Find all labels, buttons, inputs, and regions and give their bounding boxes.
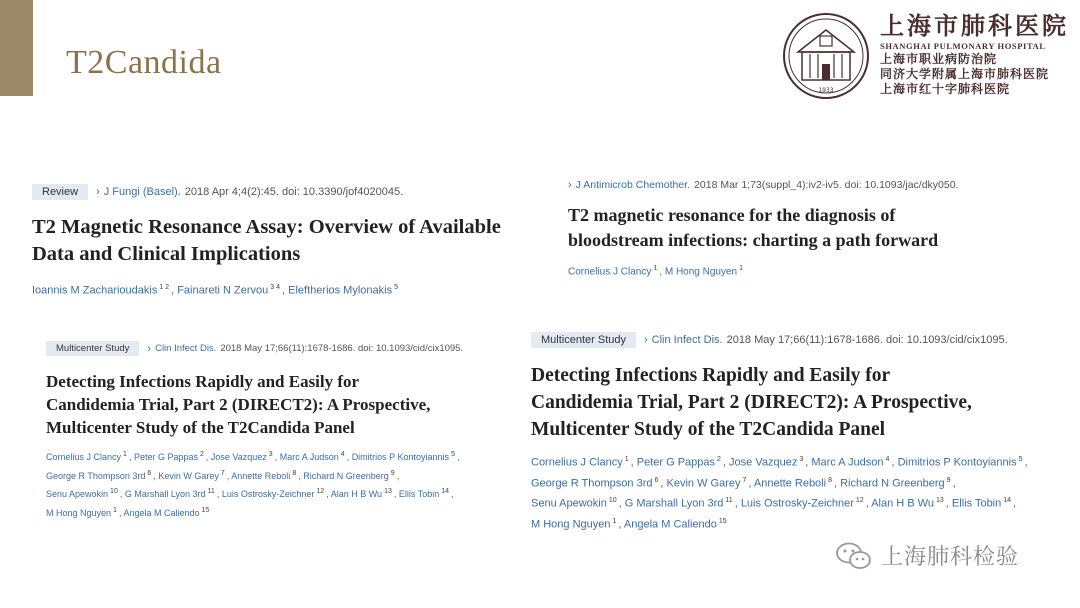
citation: 2018 Apr 4;4(2):45. doi: 10.3390/jof4020045. — [184, 186, 404, 198]
author-link[interactable]: Peter G Pappas — [636, 456, 716, 469]
author-link[interactable]: Cornelius J Clancy — [531, 456, 623, 469]
author-list — [46, 447, 516, 521]
author-link[interactable]: Angela M Caliendo — [623, 518, 717, 531]
article-title[interactable]: T2 Magnetic Resonance Assay: Overview of Available Data and Clinical Implications — [32, 216, 501, 265]
article-type-badge: Multicenter Study — [46, 341, 139, 356]
wechat-icon — [835, 541, 873, 571]
article-type-badge: Review — [32, 184, 88, 200]
author-list: Ioannis M Zacharioudakis $^{1 2}$ , Fainareti N Zervou $^{3 4}$ , Eleftherios Mylonakis $^5$ — [32, 284, 398, 297]
citation: 2018 May 17;66(11):1678-1686. doi: 10.1093/cid/cix1095. — [220, 343, 464, 354]
author-link[interactable]: Cornelius J Clancy — [568, 266, 652, 278]
author-link[interactable]: Eleftherios Mylonakis — [288, 284, 393, 297]
hospital-name-cn: 上海市肺科医院 — [880, 11, 1069, 40]
hospital-logo — [782, 12, 1070, 102]
article-card — [568, 179, 1068, 280]
author-link[interactable]: Marc A Judson — [811, 456, 884, 469]
article-meta — [46, 341, 516, 356]
article-title[interactable]: Detecting Infections Rapidly and Easily for Candidemia Trial, Part 2 (DIRECT2): A Prospective, Multicenter Study of the T2Candida Panel — [46, 372, 431, 437]
author-link[interactable]: Ellis Tobin — [398, 489, 440, 499]
article-card — [32, 184, 572, 299]
author-link[interactable]: G Marshall Lyon 3rd — [124, 489, 206, 499]
journal-link[interactable]: Clin Infect Dis. — [651, 334, 723, 346]
author-line: Senu Apewokin $^{10}$ , G Marshall Lyon 3rd $^{11}$ , Luis Ostrosky-Zeichner $^{12}$ , Alan H B Wu $^{13}$ , Ellis Tobin $^{14}$ , — [46, 488, 454, 499]
author-link[interactable]: Luis Ostrosky-Zeichner — [221, 489, 315, 499]
author-link[interactable]: Senu Apewokin — [46, 489, 109, 499]
author-link[interactable]: Marc A Judson — [279, 452, 339, 462]
journal-link[interactable]: J Fungi (Basel). — [103, 186, 181, 198]
svg-text:1933: 1933 — [818, 87, 834, 94]
author-list: Cornelius J Clancy $^1$ , M Hong Nguyen $^1$ — [568, 265, 744, 278]
chevron-right-icon: › — [568, 179, 572, 191]
author-link[interactable]: Kevin W Garey — [158, 470, 219, 481]
author-link[interactable]: Dimitrios P Kontoyiannis — [351, 452, 450, 462]
author-link[interactable]: Jose Vazquez — [729, 456, 798, 469]
author-link[interactable]: Peter G Pappas — [133, 452, 198, 462]
citation: 2018 Mar 1;73(suppl_4):iv2-iv5. doi: 10.1093/jac/dky050. — [694, 179, 959, 191]
chevron-right-icon: › — [147, 342, 152, 355]
article-card — [531, 332, 1071, 534]
author-link[interactable]: Jose Vazquez — [210, 452, 267, 462]
author-link[interactable]: M Hong Nguyen — [531, 518, 611, 531]
watermark — [835, 540, 1019, 571]
article-title[interactable]: T2 magnetic resonance for the diagnosis of bloodstream infections: charting a path forward — [568, 205, 939, 250]
author-line: Cornelius J Clancy $^1$ , Peter G Pappas $^2$ , Jose Vazquez $^3$ , Marc A Judson $^4$ , Dimitrios P Kontoyiannis $^5$ , — [531, 456, 1028, 469]
hospital-name-block — [880, 12, 1069, 97]
author-link[interactable]: Kevin W Garey — [666, 477, 741, 490]
author-line: Senu Apewokin $^{10}$ , G Marshall Lyon 3rd $^{11}$ , Luis Ostrosky-Zeichner $^{12}$ , Alan H B Wu $^{13}$ , Ellis Tobin $^{14}$ , — [531, 497, 1017, 510]
hospital-alt-name: 同济大学附属上海市肺科医院 — [880, 67, 1050, 81]
author-link[interactable]: George R Thompson 3rd — [531, 477, 653, 490]
article-meta — [531, 332, 1071, 348]
citation: 2018 May 17;66(11):1678-1686. doi: 10.1093/cid/cix1095. — [726, 334, 1008, 346]
author-link[interactable]: Ioannis M Zacharioudakis — [32, 284, 158, 297]
title-accent-bar — [0, 0, 33, 96]
article-title[interactable]: Detecting Infections Rapidly and Easily for Candidemia Trial, Part 2 (DIRECT2): A Prospective, Multicenter Study of the T2Candida Panel — [531, 365, 972, 440]
author-link[interactable]: Angela M Caliendo — [123, 507, 200, 518]
author-link[interactable]: Dimitrios P Kontoyiannis — [897, 456, 1017, 469]
journal-link[interactable]: Clin Infect Dis. — [155, 343, 217, 354]
hospital-alt-name: 上海市职业病防治院 — [880, 52, 998, 66]
author-link[interactable]: Alan H B Wu — [871, 497, 934, 510]
author-list — [531, 451, 1071, 534]
author-link[interactable]: Cornelius J Clancy — [46, 452, 122, 462]
author-link[interactable]: M Hong Nguyen — [664, 266, 738, 278]
author-link[interactable]: Alan H B Wu — [330, 489, 383, 499]
author-link[interactable]: Annette Reboli — [753, 477, 827, 490]
article-meta — [32, 184, 572, 200]
article-type-badge: Multicenter Study — [531, 332, 636, 348]
journal-link[interactable]: J Antimicrob Chemother. — [575, 179, 691, 191]
author-line: M Hong Nguyen $^1$ , Angela M Caliendo $^{15}$ — [531, 517, 727, 531]
author-link[interactable]: Fainareti N Zervou — [177, 284, 269, 297]
author-link[interactable]: M Hong Nguyen — [46, 507, 112, 518]
watermark-text: 上海肺科检验 — [881, 545, 1020, 570]
author-line: George R Thompson 3rd $^6$ , Kevin W Garey $^7$ , Annette Reboli $^8$ , Richard N Greenberg $^9$ , — [46, 469, 400, 481]
author-link[interactable]: Richard N Greenberg — [303, 470, 389, 481]
author-link[interactable]: George R Thompson 3rd — [46, 470, 146, 481]
chevron-right-icon: › — [643, 334, 648, 346]
author-link[interactable]: Ellis Tobin — [951, 497, 1002, 510]
author-line: Cornelius J Clancy $^1$ , Peter G Pappas $^2$ , Jose Vazquez $^3$ , Marc A Judson $^4$ , Dimitrios P Kontoyiannis $^5$ , — [46, 451, 460, 462]
author-link[interactable]: G Marshall Lyon 3rd — [624, 497, 724, 510]
hospital-emblem-icon — [782, 12, 870, 100]
author-link[interactable]: Luis Ostrosky-Zeichner — [740, 497, 854, 510]
author-link[interactable]: Senu Apewokin — [531, 497, 607, 510]
author-line: George R Thompson 3rd $^6$ , Kevin W Garey $^7$ , Annette Reboli $^8$ , Richard N Greenberg $^9$ , — [531, 476, 956, 490]
author-link[interactable]: Richard N Greenberg — [840, 477, 945, 490]
chevron-right-icon: › — [96, 186, 100, 198]
hospital-name-en: SHANGHAI PULMONARY HOSPITAL — [880, 41, 1046, 51]
hospital-alt-name: 上海市红十字肺科医院 — [880, 82, 1011, 96]
author-line: M Hong Nguyen $^1$ , Angela M Caliendo $^{15}$ — [46, 506, 210, 518]
slide-title: T2Candida — [66, 44, 222, 81]
article-card — [46, 341, 516, 521]
author-link[interactable]: Annette Reboli — [231, 470, 291, 481]
article-meta — [568, 179, 1068, 191]
